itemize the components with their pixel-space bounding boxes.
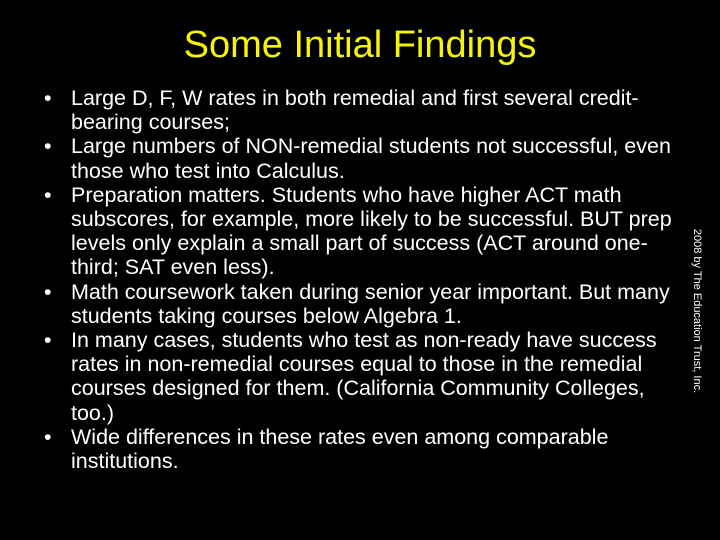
bullet-text: Large D, F, W rates in both remedial and first several credit-bearing courses; xyxy=(71,86,639,135)
bullet-dot: • xyxy=(44,134,52,159)
bullet-text: Wide differences in these rates even among comparable institutions. xyxy=(71,424,609,474)
bullet-dot: • xyxy=(44,279,52,304)
bullet-dot: • xyxy=(44,86,52,110)
bullet-dot: • xyxy=(44,328,52,353)
bullet-text: Large numbers of NON-remedial students not successful, even those who test into Calculus. xyxy=(71,134,671,183)
copyright-text: 2008 by The Education Trust, Inc. xyxy=(691,228,703,394)
bullet-item xyxy=(40,328,680,425)
bullet-item xyxy=(40,280,680,328)
bullet-item xyxy=(40,425,680,473)
bullet-text: Math coursework taken during senior year important. But many students taking courses below Algebra 1. xyxy=(71,279,670,328)
bullet-text: Preparation matters. Students who have higher ACT math subscores, for example, more likely to be successful. BUT prep levels only explain a small part of success (ACT around one-third; SAT even less). xyxy=(71,182,672,280)
bullet-dot: • xyxy=(44,182,52,207)
bullet-item xyxy=(40,183,680,280)
bullet-text: In many cases, students who test as non-ready have success rates in non-remedial courses equal to those in the remedial courses designed for them. (California Community Colleges, too.) xyxy=(71,328,657,425)
bullet-item xyxy=(40,86,680,134)
bullet-dot: • xyxy=(44,424,52,449)
bullet-item xyxy=(40,134,680,182)
bullet-list xyxy=(40,86,680,473)
slide-title: Some Initial Findings xyxy=(183,24,537,66)
